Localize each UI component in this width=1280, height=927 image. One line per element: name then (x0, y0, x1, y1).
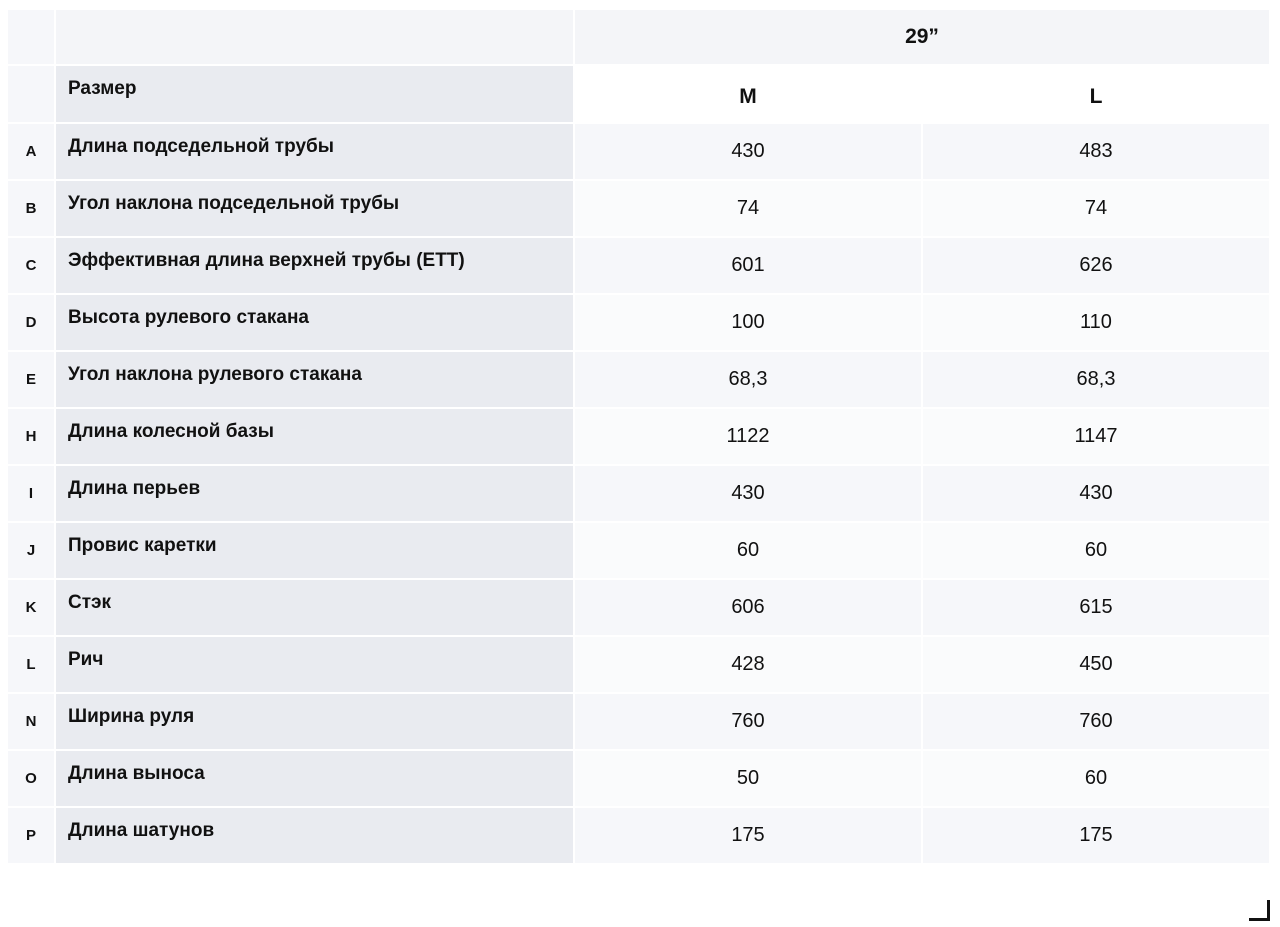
row-parameter-name: Длина подседельной трубы (55, 123, 574, 180)
value-size-m: 430 (574, 123, 922, 180)
value-size-l: 1147 (922, 408, 1270, 465)
table-row (7, 294, 1270, 351)
value-size-m: 601 (574, 237, 922, 294)
row-letter: B (7, 180, 55, 237)
size-letter-cell (7, 65, 55, 123)
value-size-m: 1122 (574, 408, 922, 465)
value-size-l: 60 (922, 522, 1270, 579)
value-size-m: 430 (574, 465, 922, 522)
row-letter: H (7, 408, 55, 465)
value-size-l: 760 (922, 693, 1270, 750)
value-size-m: 428 (574, 636, 922, 693)
table-row (7, 351, 1270, 408)
value-size-m: 60 (574, 522, 922, 579)
size-label: Размер (55, 65, 574, 123)
value-size-l: 483 (922, 123, 1270, 180)
value-size-m: 74 (574, 180, 922, 237)
crop-corner-bottom-right (1249, 900, 1270, 921)
table-body (7, 123, 1270, 864)
table-row (7, 522, 1270, 579)
value-size-l: 175 (922, 807, 1270, 864)
header-blank-cell (55, 9, 574, 65)
table-row (7, 693, 1270, 750)
value-size-l: 110 (922, 294, 1270, 351)
value-size-m: 50 (574, 750, 922, 807)
value-size-m: 100 (574, 294, 922, 351)
row-letter: C (7, 237, 55, 294)
row-letter: J (7, 522, 55, 579)
row-parameter-name: Угол наклона подседельной трубы (55, 180, 574, 237)
size-m-header: M (574, 65, 922, 123)
table-row (7, 123, 1270, 180)
table-row (7, 465, 1270, 522)
geometry-table (6, 8, 1271, 865)
wheel-size-header: 29” (574, 9, 1270, 65)
value-size-m: 606 (574, 579, 922, 636)
row-parameter-name: Эффективная длина верхней трубы (ETT) (55, 237, 574, 294)
table-row (7, 636, 1270, 693)
table-row (7, 180, 1270, 237)
table-row (7, 579, 1270, 636)
header-corner-cell (7, 9, 55, 65)
row-letter: O (7, 750, 55, 807)
value-size-l: 68,3 (922, 351, 1270, 408)
size-l-header: L (922, 65, 1270, 123)
size-row (7, 65, 1270, 123)
row-parameter-name: Ширина руля (55, 693, 574, 750)
row-parameter-name: Стэк (55, 579, 574, 636)
value-size-l: 626 (922, 237, 1270, 294)
row-parameter-name: Длина перьев (55, 465, 574, 522)
table-row (7, 237, 1270, 294)
row-letter: K (7, 579, 55, 636)
value-size-m: 68,3 (574, 351, 922, 408)
table-row (7, 807, 1270, 864)
row-parameter-name: Высота рулевого стакана (55, 294, 574, 351)
row-letter: P (7, 807, 55, 864)
row-letter: L (7, 636, 55, 693)
value-size-l: 450 (922, 636, 1270, 693)
row-parameter-name: Угол наклона рулевого стакана (55, 351, 574, 408)
row-letter: E (7, 351, 55, 408)
row-letter: D (7, 294, 55, 351)
row-parameter-name: Длина колесной базы (55, 408, 574, 465)
table-row (7, 750, 1270, 807)
row-letter: N (7, 693, 55, 750)
row-parameter-name: Длина шатунов (55, 807, 574, 864)
row-parameter-name: Длина выноса (55, 750, 574, 807)
row-letter: I (7, 465, 55, 522)
value-size-l: 430 (922, 465, 1270, 522)
row-letter: A (7, 123, 55, 180)
value-size-l: 74 (922, 180, 1270, 237)
value-size-l: 60 (922, 750, 1270, 807)
row-parameter-name: Рич (55, 636, 574, 693)
value-size-l: 615 (922, 579, 1270, 636)
value-size-m: 760 (574, 693, 922, 750)
table-header-row (7, 9, 1270, 65)
value-size-m: 175 (574, 807, 922, 864)
table-row (7, 408, 1270, 465)
row-parameter-name: Провис каретки (55, 522, 574, 579)
